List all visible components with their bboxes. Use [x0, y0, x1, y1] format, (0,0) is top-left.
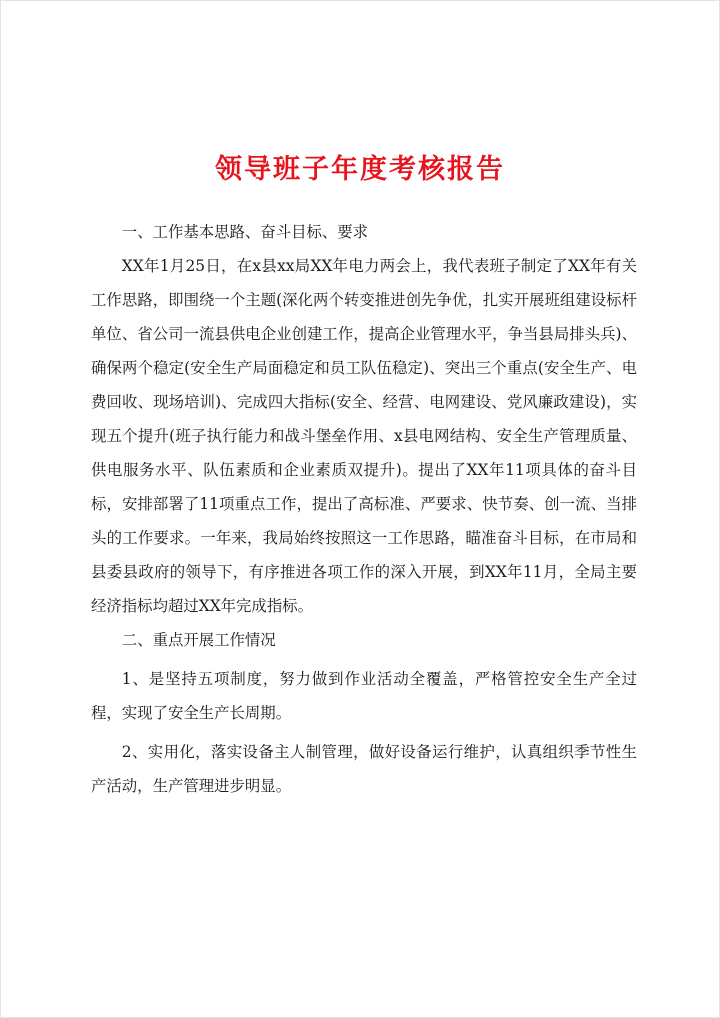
- document-body: [91, 215, 637, 803]
- paragraph-work-thinking: XX年1月25日，在x县xx局XX年电力两会上，我代表班子制定了XX年有关工作思路，即围绕一个主题(深化两个转变推进创先争优，扎实开展班组建设标杆单位、省公司一流县供电企业创建工作，提高企业管理水平，争当县局排头兵)、确保两个稳定(安全生产局面稳定和员工队伍稳定)、突出三个重点(安全生产、电费回收、现场培训)、完成四大指标(安全、经营、电网建设、党风廉政建设)，实现五个提升(班子执行能力和战斗堡垒作用、x县电网结构、安全生产管理质量、供电服务水平、队伍素质和企业素质双提升)。提出了XX年11项具体的奋斗目标，安排部署了11项重点工作，提出了高标准、严要求、快节奏、创一流、当排头的工作要求。一年来，我局始终按照这一工作思路，瞄准奋斗目标，在市局和县委县政府的领导下，有序推进各项工作的深入开展，到XX年11月，全局主要经济指标均超过XX年完成指标。: [91, 257, 637, 615]
- section-heading-1: 一、工作基本思路、奋斗目标、要求: [121, 223, 369, 241]
- document-title: 领导班子年度考核报告: [215, 154, 505, 185]
- paragraph-item-1: 1、是坚持五项制度，努力做到作业活动全覆盖，严格管控安全生产全过程，实现了安全生产长周期。: [91, 670, 637, 722]
- paragraph-item-2: 2、实用化，落实设备主人制管理，做好设备运行维护，认真组织季节性生产活动，生产管理进步明显。: [91, 743, 637, 795]
- section-heading-2: 二、重点开展工作情况: [121, 631, 276, 649]
